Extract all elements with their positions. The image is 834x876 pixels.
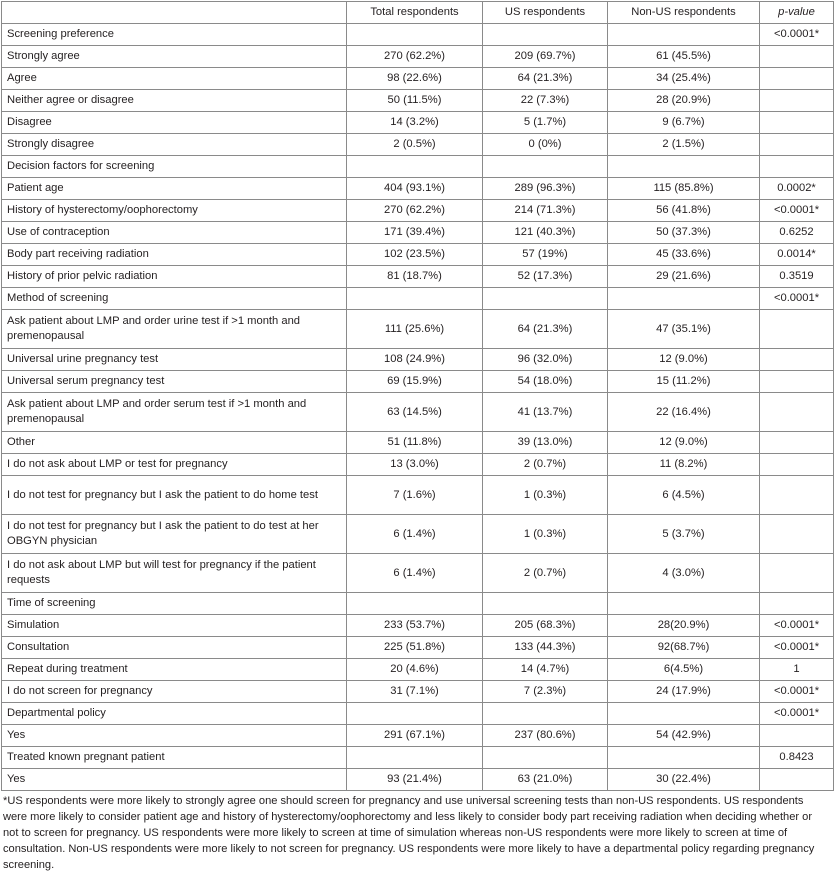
table-row <box>2 703 834 725</box>
us-respondents-cell <box>483 288 608 310</box>
p-value-cell <box>760 476 834 515</box>
row-label: Decision factors for screening <box>2 156 347 178</box>
us-respondents-cell: 133 (44.3%) <box>483 637 608 659</box>
p-value-cell <box>760 90 834 112</box>
us-respondents-cell: 52 (17.3%) <box>483 266 608 288</box>
us-respondents-cell: 2 (0.7%) <box>483 554 608 593</box>
table-row <box>2 24 834 46</box>
us-respondents-cell: 1 (0.3%) <box>483 476 608 515</box>
non-us-respondents-cell: 22 (16.4%) <box>608 393 760 432</box>
row-label: History of prior pelvic radiation <box>2 266 347 288</box>
table-row <box>2 747 834 769</box>
non-us-respondents-cell: 61 (45.5%) <box>608 46 760 68</box>
row-label: Repeat during treatment <box>2 659 347 681</box>
total-respondents-cell: 14 (3.2%) <box>347 112 483 134</box>
total-respondents-cell: 20 (4.6%) <box>347 659 483 681</box>
non-us-respondents-cell <box>608 24 760 46</box>
p-value-cell: 0.8423 <box>760 747 834 769</box>
header-non-us-respondents: Non-US respondents <box>608 2 760 24</box>
p-value-cell <box>760 725 834 747</box>
non-us-respondents-cell: 11 (8.2%) <box>608 454 760 476</box>
row-label: I do not test for pregnancy but I ask the patient to do home test <box>2 476 347 515</box>
total-respondents-cell: 404 (93.1%) <box>347 178 483 200</box>
header-p-value: p-value <box>760 2 834 24</box>
non-us-respondents-cell: 92(68.7%) <box>608 637 760 659</box>
us-respondents-cell: 1 (0.3%) <box>483 515 608 554</box>
total-respondents-cell: 81 (18.7%) <box>347 266 483 288</box>
total-respondents-cell: 69 (15.9%) <box>347 371 483 393</box>
p-value-cell <box>760 393 834 432</box>
p-value-cell: <0.0001* <box>760 24 834 46</box>
non-us-respondents-cell: 34 (25.4%) <box>608 68 760 90</box>
us-respondents-cell: 96 (32.0%) <box>483 349 608 371</box>
p-value-cell: <0.0001* <box>760 637 834 659</box>
p-value-cell <box>760 349 834 371</box>
total-respondents-cell: 13 (3.0%) <box>347 454 483 476</box>
non-us-respondents-cell: 24 (17.9%) <box>608 681 760 703</box>
us-respondents-cell: 39 (13.0%) <box>483 432 608 454</box>
table-row <box>2 310 834 349</box>
us-respondents-cell: 2 (0.7%) <box>483 454 608 476</box>
us-respondents-cell: 22 (7.3%) <box>483 90 608 112</box>
us-respondents-cell: 64 (21.3%) <box>483 310 608 349</box>
table-row <box>2 288 834 310</box>
total-respondents-cell: 270 (62.2%) <box>347 200 483 222</box>
non-us-respondents-cell: 29 (21.6%) <box>608 266 760 288</box>
total-respondents-cell: 225 (51.8%) <box>347 637 483 659</box>
total-respondents-cell <box>347 288 483 310</box>
non-us-respondents-cell: 50 (37.3%) <box>608 222 760 244</box>
p-value-cell: 1 <box>760 659 834 681</box>
row-label: I do not screen for pregnancy <box>2 681 347 703</box>
table-row <box>2 134 834 156</box>
header-total-respondents: Total respondents <box>347 2 483 24</box>
row-label: Agree <box>2 68 347 90</box>
us-respondents-cell: 54 (18.0%) <box>483 371 608 393</box>
header-row <box>2 2 834 24</box>
total-respondents-cell: 51 (11.8%) <box>347 432 483 454</box>
p-value-cell <box>760 68 834 90</box>
non-us-respondents-cell: 15 (11.2%) <box>608 371 760 393</box>
total-respondents-cell <box>347 156 483 178</box>
table-row <box>2 659 834 681</box>
p-value-cell <box>760 46 834 68</box>
p-value-cell: 0.3519 <box>760 266 834 288</box>
header-us-respondents: US respondents <box>483 2 608 24</box>
non-us-respondents-cell <box>608 288 760 310</box>
total-respondents-cell: 270 (62.2%) <box>347 46 483 68</box>
row-label: Method of screening <box>2 288 347 310</box>
table-row <box>2 200 834 222</box>
p-value-cell <box>760 593 834 615</box>
non-us-respondents-cell: 56 (41.8%) <box>608 200 760 222</box>
total-respondents-cell: 50 (11.5%) <box>347 90 483 112</box>
row-label: Treated known pregnant patient <box>2 747 347 769</box>
table-row <box>2 393 834 432</box>
non-us-respondents-cell: 12 (9.0%) <box>608 349 760 371</box>
us-respondents-cell: 289 (96.3%) <box>483 178 608 200</box>
table-row <box>2 593 834 615</box>
table-row <box>2 244 834 266</box>
us-respondents-cell: 121 (40.3%) <box>483 222 608 244</box>
row-label: History of hysterectomy/oophorectomy <box>2 200 347 222</box>
us-respondents-cell: 5 (1.7%) <box>483 112 608 134</box>
row-label: Time of screening <box>2 593 347 615</box>
total-respondents-cell: 63 (14.5%) <box>347 393 483 432</box>
table-row <box>2 349 834 371</box>
p-value-cell <box>760 310 834 349</box>
row-label: Consultation <box>2 637 347 659</box>
non-us-respondents-cell: 54 (42.9%) <box>608 725 760 747</box>
us-respondents-cell: 63 (21.0%) <box>483 769 608 791</box>
total-respondents-cell: 171 (39.4%) <box>347 222 483 244</box>
us-respondents-cell: 14 (4.7%) <box>483 659 608 681</box>
total-respondents-cell <box>347 593 483 615</box>
table-row <box>2 178 834 200</box>
p-value-cell <box>760 432 834 454</box>
non-us-respondents-cell: 45 (33.6%) <box>608 244 760 266</box>
table-row <box>2 112 834 134</box>
us-respondents-cell: 209 (69.7%) <box>483 46 608 68</box>
non-us-respondents-cell: 9 (6.7%) <box>608 112 760 134</box>
p-value-cell <box>760 112 834 134</box>
table-row <box>2 681 834 703</box>
row-label: Ask patient about LMP and order urine test if >1 month and premenopausal <box>2 310 347 349</box>
p-value-cell: <0.0001* <box>760 615 834 637</box>
row-label: I do not ask about LMP but will test for pregnancy if the patient requests <box>2 554 347 593</box>
non-us-respondents-cell: 4 (3.0%) <box>608 554 760 593</box>
table-body <box>2 24 834 791</box>
p-value-cell <box>760 769 834 791</box>
p-value-cell <box>760 515 834 554</box>
row-label: Ask patient about LMP and order serum test if >1 month and premenopausal <box>2 393 347 432</box>
us-respondents-cell: 205 (68.3%) <box>483 615 608 637</box>
non-us-respondents-cell: 30 (22.4%) <box>608 769 760 791</box>
us-respondents-cell: 41 (13.7%) <box>483 393 608 432</box>
us-respondents-cell: 64 (21.3%) <box>483 68 608 90</box>
total-respondents-cell: 98 (22.6%) <box>347 68 483 90</box>
p-value-cell: <0.0001* <box>760 703 834 725</box>
non-us-respondents-cell: 5 (3.7%) <box>608 515 760 554</box>
row-label: Yes <box>2 769 347 791</box>
p-value-cell <box>760 554 834 593</box>
table-row <box>2 68 834 90</box>
table-row <box>2 46 834 68</box>
table-row <box>2 371 834 393</box>
non-us-respondents-cell: 47 (35.1%) <box>608 310 760 349</box>
p-value-cell: 0.0002* <box>760 178 834 200</box>
table-row <box>2 615 834 637</box>
non-us-respondents-cell: 28(20.9%) <box>608 615 760 637</box>
total-respondents-cell: 31 (7.1%) <box>347 681 483 703</box>
non-us-respondents-cell <box>608 593 760 615</box>
non-us-respondents-cell: 2 (1.5%) <box>608 134 760 156</box>
results-table <box>1 1 834 791</box>
row-label: Patient age <box>2 178 347 200</box>
p-value-cell <box>760 134 834 156</box>
total-respondents-cell: 6 (1.4%) <box>347 554 483 593</box>
non-us-respondents-cell: 28 (20.9%) <box>608 90 760 112</box>
row-label: Body part receiving radiation <box>2 244 347 266</box>
us-respondents-cell: 237 (80.6%) <box>483 725 608 747</box>
total-respondents-cell <box>347 24 483 46</box>
p-value-cell: 0.0014* <box>760 244 834 266</box>
row-label: I do not test for pregnancy but I ask the patient to do test at her OBGYN physician <box>2 515 347 554</box>
non-us-respondents-cell <box>608 156 760 178</box>
table-row <box>2 454 834 476</box>
row-label: Use of contraception <box>2 222 347 244</box>
total-respondents-cell: 7 (1.6%) <box>347 476 483 515</box>
row-label: Screening preference <box>2 24 347 46</box>
row-label: Simulation <box>2 615 347 637</box>
table-row <box>2 476 834 515</box>
non-us-respondents-cell: 6 (4.5%) <box>608 476 760 515</box>
us-respondents-cell <box>483 747 608 769</box>
row-label: I do not ask about LMP or test for pregnancy <box>2 454 347 476</box>
total-respondents-cell <box>347 747 483 769</box>
row-label: Strongly agree <box>2 46 347 68</box>
non-us-respondents-cell <box>608 703 760 725</box>
table-row <box>2 637 834 659</box>
non-us-respondents-cell: 6(4.5%) <box>608 659 760 681</box>
p-value-cell: <0.0001* <box>760 200 834 222</box>
table-row <box>2 90 834 112</box>
row-label: Neither agree or disagree <box>2 90 347 112</box>
p-value-cell <box>760 454 834 476</box>
p-value-cell: 0.6252 <box>760 222 834 244</box>
table-row <box>2 725 834 747</box>
table-row <box>2 156 834 178</box>
total-respondents-cell: 2 (0.5%) <box>347 134 483 156</box>
us-respondents-cell <box>483 703 608 725</box>
us-respondents-cell: 7 (2.3%) <box>483 681 608 703</box>
us-respondents-cell <box>483 156 608 178</box>
p-value-cell <box>760 371 834 393</box>
table-row <box>2 222 834 244</box>
row-label: Other <box>2 432 347 454</box>
total-respondents-cell: 108 (24.9%) <box>347 349 483 371</box>
us-respondents-cell: 214 (71.3%) <box>483 200 608 222</box>
total-respondents-cell: 6 (1.4%) <box>347 515 483 554</box>
table-row <box>2 769 834 791</box>
non-us-respondents-cell: 12 (9.0%) <box>608 432 760 454</box>
non-us-respondents-cell: 115 (85.8%) <box>608 178 760 200</box>
row-label: Departmental policy <box>2 703 347 725</box>
total-respondents-cell: 111 (25.6%) <box>347 310 483 349</box>
table-row <box>2 266 834 288</box>
header-label-cell <box>2 2 347 24</box>
total-respondents-cell: 93 (21.4%) <box>347 769 483 791</box>
table-row <box>2 432 834 454</box>
total-respondents-cell: 102 (23.5%) <box>347 244 483 266</box>
us-respondents-cell <box>483 24 608 46</box>
row-label: Universal urine pregnancy test <box>2 349 347 371</box>
p-value-cell: <0.0001* <box>760 288 834 310</box>
row-label: Universal serum pregnancy test <box>2 371 347 393</box>
us-respondents-cell <box>483 593 608 615</box>
non-us-respondents-cell <box>608 747 760 769</box>
row-label: Strongly disagree <box>2 134 347 156</box>
table-footnote: *US respondents were more likely to strongly agree one should screen for pregnancy and use universal screening tests than non-US respondents. US respondents were more likely to consider patient age and history of hysterectomy/oophorectomy and less likely to consider body part receiving radiation when deciding whether or not to screen for pregnancy. US respondents were more likely to screen at time of simulation whereas non-US respondents were more likely to screen at time of consultation. Non-US respondents were more likely to not screen for pregnancy. US respondents were more likely to have a departmental policy regarding pregnancy screening. <box>3 795 815 872</box>
us-respondents-cell: 57 (19%) <box>483 244 608 266</box>
table-row <box>2 515 834 554</box>
row-label: Disagree <box>2 112 347 134</box>
table-row <box>2 554 834 593</box>
total-respondents-cell <box>347 703 483 725</box>
p-value-cell: <0.0001* <box>760 681 834 703</box>
total-respondents-cell: 291 (67.1%) <box>347 725 483 747</box>
p-value-cell <box>760 156 834 178</box>
total-respondents-cell: 233 (53.7%) <box>347 615 483 637</box>
row-label: Yes <box>2 725 347 747</box>
us-respondents-cell: 0 (0%) <box>483 134 608 156</box>
